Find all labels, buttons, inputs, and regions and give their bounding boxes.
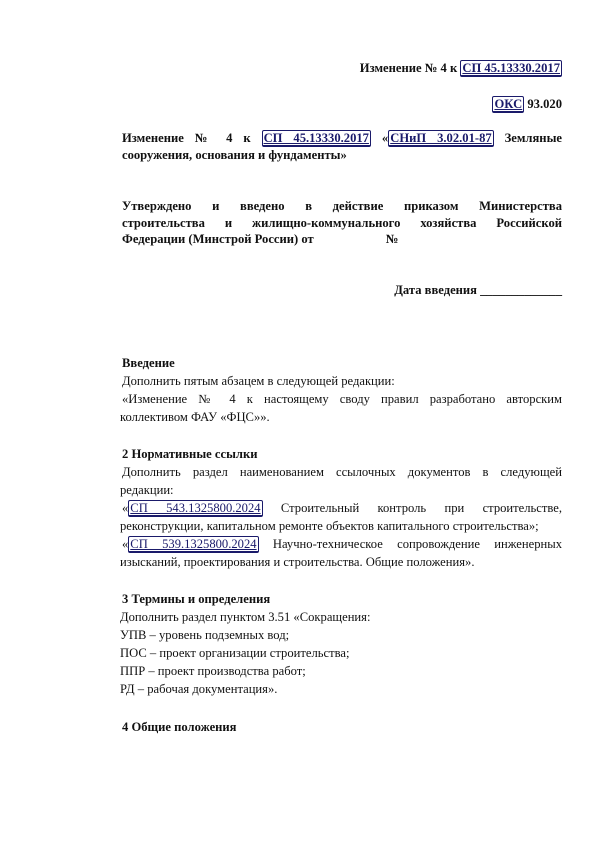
approval-line2: строительства и жилищно-коммунального хозяйства Российской <box>122 215 562 230</box>
oks-header <box>492 97 562 112</box>
approval-number-sign: № <box>385 232 399 246</box>
section-2-heading: 2 Нормативные ссылки <box>122 447 258 461</box>
approval-line3 <box>122 231 562 248</box>
abbrev-item: УПВ – уровень подземных вод; <box>120 628 290 642</box>
abbrev-item: РД – рабочая документация». <box>120 682 278 696</box>
reference-2-line2: изысканий, проектирования и строительства. Общие положения». <box>120 555 475 569</box>
title-suffix: Земляные <box>493 131 562 145</box>
section-2-line2: редакции: <box>120 483 174 497</box>
intro-line3: коллективом ФАУ «ФЦС»». <box>120 410 270 424</box>
reference-1 <box>122 499 562 517</box>
intro-line1: Дополнить пятым абзацем в следующей редакции: <box>122 374 395 388</box>
title-quote: « <box>370 131 389 145</box>
title-line2: сооружения, основания и фундаменты» <box>122 147 347 162</box>
oks-link[interactable]: ОКС <box>494 97 523 111</box>
ref1-quote: « <box>122 501 129 515</box>
document-title <box>122 130 562 163</box>
title-prefix: Изменение № 4 к <box>122 131 262 145</box>
approval-block <box>122 198 562 248</box>
ref2-link[interactable]: СП 539.1325800.2024 <box>130 537 257 551</box>
section-3-heading: 3 Термины и определения <box>122 592 271 606</box>
change-prefix: Изменение № 4 к <box>359 61 461 75</box>
approval-line3-text: Федерации (Минстрой России) от <box>122 232 314 246</box>
title-snip-link[interactable]: СНиП 3.02.01-87 <box>390 131 492 145</box>
section-4 <box>122 718 562 736</box>
standard-link[interactable]: СП 45.13330.2017 <box>462 61 560 75</box>
title-standard-link[interactable]: СП 45.13330.2017 <box>263 131 369 145</box>
ref2-text: Научно-техническое сопровождение инженерных <box>258 537 562 551</box>
reference-1-line2: реконструкции, капитальном ремонте объектов капитального строительства»; <box>120 519 539 533</box>
abbrev-item: ПОС – проект организации строительства; <box>120 646 350 660</box>
section-2-line1: Дополнить раздел наименованием ссылочных документов в следующей <box>122 465 562 479</box>
section-4-heading: 4 Общие положения <box>122 720 237 734</box>
date-of-introduction: Дата введения _____________ <box>394 283 562 297</box>
approval-line1: Утверждено и введено в действие приказом Министерства <box>122 199 562 213</box>
ref2-quote: « <box>122 537 129 551</box>
intro-line2: «Изменение № 4 к настоящему своду правил разработано авторским <box>122 392 562 406</box>
ref1-text: Строительный контроль при строительстве, <box>262 501 562 515</box>
section-3-line1: Дополнить раздел пунктом 3.51 «Сокращения: <box>120 610 371 624</box>
intro-section <box>122 354 562 426</box>
ref1-link[interactable]: СП 543.1325800.2024 <box>130 501 261 515</box>
oks-code: 93.020 <box>527 97 562 111</box>
section-2 <box>122 445 562 571</box>
abbrev-item: ППР – проект производства работ; <box>120 664 306 678</box>
intro-heading: Введение <box>122 356 175 370</box>
reference-2 <box>122 535 562 553</box>
section-3 <box>122 590 562 698</box>
change-header <box>360 61 562 76</box>
